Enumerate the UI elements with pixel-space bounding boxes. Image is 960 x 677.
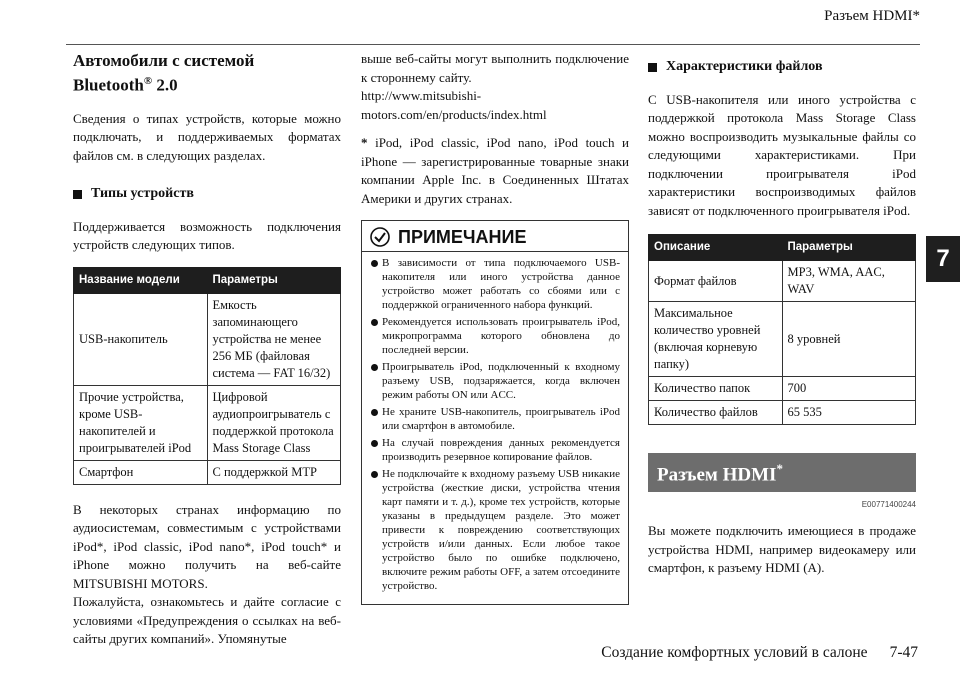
table-cell: Смартфон <box>74 460 208 484</box>
header-rule <box>66 44 920 45</box>
section-code: E00771400244 <box>861 499 916 509</box>
file-characteristics-table <box>648 234 916 425</box>
device-types-paragraph: Поддерживается возможность подключения устройств следующих типов. <box>73 218 341 253</box>
table-cell: 700 <box>782 377 916 401</box>
note-title: ПРИМЕЧАНИЕ <box>362 221 628 252</box>
file-characteristics-heading: Характеристики файлов <box>648 58 916 77</box>
page-header-title: Разъем HDMI* <box>824 8 920 24</box>
list-item: Не подключайте к входному разъему USB никакие устройства (жесткие диски, устройства чтения карт памяти и т. д.), кроме тех устройств, которые указаны в предыдущем разделе. Это может привести к повреждению соответствующих устройств и/или данных. Если любое такое устройство было по ошибке подключено, включите режим работы OFF, а затем отсоедините устройство. <box>370 467 620 593</box>
file-paragraph: С USB-накопителя или иного устройства с поддержкой протокола Mass Storage Class можно воспроизводить музыкальные файлы со следующими характеристиками. При подключении проигрывателя iPod характеристики воспроизводимых файлов зависят от подключенного проигрывателя iPod. <box>648 91 916 218</box>
table-row <box>649 261 916 302</box>
hdmi-section-title: Разъем HDMI* <box>648 453 916 492</box>
column-1 <box>73 50 341 649</box>
chapter-tab: 7 <box>926 236 960 282</box>
table-cell: 65 535 <box>782 401 916 425</box>
table-cell: Емкость запоминающего устройства не менее 256 МБ (файловая система — FAT 16/32) <box>207 293 341 385</box>
table-cell: С поддержкой MTP <box>207 460 341 484</box>
table-row <box>74 460 341 484</box>
table-cell: Прочие устройства, кроме USB-накопителей и проигрывателей iPod <box>74 385 208 460</box>
page-footer <box>601 644 918 662</box>
table-header: Параметры <box>207 267 341 293</box>
square-bullet-icon <box>648 63 657 72</box>
table-header-row <box>649 235 916 261</box>
table-cell: Максимальное количество уровней (включая корневую папку) <box>649 302 783 377</box>
list-item: Рекомендуется использовать проигрыватель iPod, микропрограмма которого обновлена до последней версии. <box>370 315 620 357</box>
intro-paragraph: Сведения о типах устройств, которые можно подключать, и поддерживаемых форматах файлов см. в следующих разделах. <box>73 110 341 163</box>
column-3 <box>648 50 916 578</box>
table-header: Параметры <box>782 235 916 261</box>
note-box <box>361 220 629 605</box>
table-row <box>649 302 916 377</box>
table-cell: Формат файлов <box>649 261 783 302</box>
table-cell: USB-накопитель <box>74 293 208 385</box>
table-header: Название модели <box>74 267 208 293</box>
compat-paragraph: В некоторых странах информацию по аудиосистемам, совместимым с устройствами iPod*, iPod classic, iPod nano*, iPod touch* и iPhone можно получить на веб-сайте MITSUBISHI MOTORS. <box>73 501 341 591</box>
hdmi-paragraph: Вы можете подключить имеющиеся в продаже устройства HDMI, например видеокамеру или смартфон, к разъему HDMI (A). <box>648 523 916 576</box>
table-cell: 8 уровней <box>782 302 916 377</box>
footer-section: Создание комфортных условий в салоне <box>601 644 868 661</box>
table-row <box>649 377 916 401</box>
list-item: Не храните USB-накопитель, проигрыватель iPod или смартфон в автомобиле. <box>370 405 620 433</box>
device-types-table <box>73 267 341 485</box>
table-row <box>74 293 341 385</box>
table-cell: MP3, WMA, AAC, WAV <box>782 261 916 302</box>
page-number: 7-47 <box>889 644 918 661</box>
table-header: Описание <box>649 235 783 261</box>
list-item: В зависимости от типа подключаемого USB-накопителя или иного устройства данное устройство может работать со сбоями или с поддержкой ограниченного набора функций. <box>370 256 620 312</box>
url-link[interactable]: http://www.mitsubishi- motors.com/en/products/index.html <box>361 88 547 122</box>
trademark-note: * iPod, iPod classic, iPod nano, iPod touch и iPhone — зарегистрированные товарные знаки компании Apple Inc. в Соединенных Штатах Америки и других странах. <box>361 135 629 206</box>
list-item: Проигрыватель iPod, подключенный к входному разъему USB, подзаряжается, когда включен режим работы ON или ACC. <box>370 360 620 402</box>
table-cell: Цифровой аудиопроигрыватель с поддержкой протокола Mass Storage Class <box>207 385 341 460</box>
section-title: Автомобили с системой Bluetooth® 2.0 <box>73 51 255 95</box>
table-cell: Количество файлов <box>649 401 783 425</box>
square-bullet-icon <box>73 190 82 199</box>
table-cell: Количество папок <box>649 377 783 401</box>
checkmark-icon <box>370 227 390 247</box>
list-item: На случай повреждения данных рекомендуется производить резервное копирование файлов. <box>370 436 620 464</box>
note-list <box>370 256 620 593</box>
table-row <box>74 385 341 460</box>
consent-paragraph: Пожалуйста, ознакомьтесь и дайте согласие с условиями «Предупреждения о ссылках на веб-сайты других компаний». Упомянутые <box>73 594 341 647</box>
table-row <box>649 401 916 425</box>
column-2 <box>361 50 629 605</box>
device-types-heading: Типы устройств <box>73 185 341 204</box>
continued-paragraph: выше веб-сайты могут выполнить подключение к стороннему сайту. <box>361 51 629 85</box>
table-header-row <box>74 267 341 293</box>
